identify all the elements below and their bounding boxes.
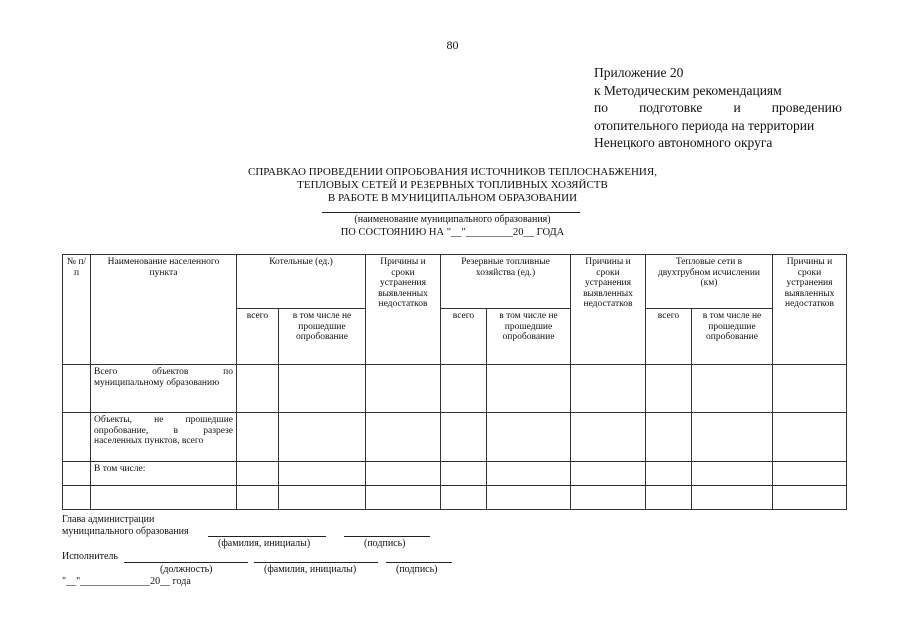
- header-networks: Тепловые сети в двухтрубном исчислении (км): [646, 255, 773, 309]
- cell: [487, 462, 571, 486]
- row-label-empty: [91, 486, 237, 510]
- row-label-not-tested: Объекты, не прошедшие опробование, в разрезе населенных пунктов, всего: [91, 413, 237, 462]
- header-networks-total: всего: [646, 309, 692, 365]
- header-reserve-reasons: Причины и сроки устранения выявленных недостатков: [571, 255, 646, 365]
- cell: [366, 413, 441, 462]
- signature-date-line: "__"______________20__ года: [62, 576, 191, 587]
- cell: [571, 365, 646, 413]
- cell: [646, 365, 692, 413]
- cell: [487, 413, 571, 462]
- appendix-line-3: по подготовке и проведению: [594, 100, 842, 116]
- cell: [237, 413, 279, 462]
- cell: [773, 413, 847, 462]
- header-network-reasons: Причины и сроки устранения выявленных недостатков: [773, 255, 847, 365]
- cell: [692, 462, 773, 486]
- title-line-1: СПРАВКАО ПРОВЕДЕНИИ ОПРОБОВАНИЯ ИСТОЧНИКОВ ТЕПЛОСНАБЖЕНИЯ,: [248, 166, 657, 178]
- cell: [366, 486, 441, 510]
- cell: [773, 486, 847, 510]
- cell: [773, 462, 847, 486]
- cell: [646, 413, 692, 462]
- head-signature-caption: (подпись): [364, 538, 406, 549]
- row-label-including: В том числе:: [91, 462, 237, 486]
- head-name-underline: [208, 536, 326, 537]
- appendix-block: [594, 64, 842, 152]
- as-of-date-line: ПО СОСТОЯНИЮ НА "__"_________20__ ГОДА: [340, 227, 565, 238]
- cell: [692, 413, 773, 462]
- executor-label: Исполнитель: [62, 551, 118, 562]
- page-number: 80: [446, 38, 459, 52]
- cell: [279, 462, 366, 486]
- org-name-underline: [322, 212, 580, 213]
- cell: [441, 486, 487, 510]
- cell: [441, 413, 487, 462]
- cell: [487, 486, 571, 510]
- executor-position-underline: [124, 562, 248, 563]
- head-label-1: Глава администрации: [62, 514, 155, 525]
- table-row: [63, 486, 847, 510]
- appendix-line-2: к Методическим рекомендациям: [594, 82, 782, 98]
- cell: [237, 462, 279, 486]
- header-boilers-not-tested: в том числе не прошедшие опробование: [279, 309, 366, 365]
- cell: [487, 365, 571, 413]
- cell: [237, 486, 279, 510]
- cell: [692, 365, 773, 413]
- cell: [646, 486, 692, 510]
- cell: [571, 486, 646, 510]
- appendix-line-5: Ненецкого автономного округа: [594, 135, 773, 151]
- header-boiler-reasons: Причины и сроки устранения выявленных недостатков: [366, 255, 441, 365]
- head-label-2: муниципального образования: [62, 526, 189, 537]
- cell: [571, 462, 646, 486]
- executor-position-caption: (должность): [160, 564, 213, 575]
- cell: [279, 413, 366, 462]
- cell: [571, 413, 646, 462]
- cell: [366, 462, 441, 486]
- header-reserve-not-tested: в том числе не прошедшие опробование: [487, 309, 571, 365]
- cell: [279, 365, 366, 413]
- header-settlement: Наименование населенного пункта: [91, 255, 237, 365]
- table-row: [63, 413, 847, 462]
- header-boilers-total: всего: [237, 309, 279, 365]
- title-line-2: ТЕПЛОВЫХ СЕТЕЙ И РЕЗЕРВНЫХ ТОПЛИВНЫХ ХОЗЯЙСТВ: [297, 179, 608, 191]
- table-row: [63, 365, 847, 413]
- header-reserve: Резервные топливные хозяйства (ед.): [441, 255, 571, 309]
- executor-name-underline: [254, 562, 378, 563]
- header-boilers: Котельные (ед.): [237, 255, 366, 309]
- appendix-line-4: отопительного периода на территории: [594, 117, 815, 133]
- cell: [646, 462, 692, 486]
- header-num: № п/п: [63, 255, 91, 365]
- cell-num: [63, 486, 91, 510]
- cell: [441, 365, 487, 413]
- cell: [441, 462, 487, 486]
- table-row: [63, 462, 847, 486]
- executor-name-caption: (фамилия, инициалы): [264, 564, 357, 575]
- executor-signature-underline: [386, 562, 452, 563]
- report-table: [62, 254, 847, 510]
- appendix-line-1: Приложение 20: [594, 65, 684, 80]
- row-label-total: Всего объектов по муниципальному образованию: [91, 365, 237, 413]
- cell-num: [63, 462, 91, 486]
- head-name-caption: (фамилия, инициалы): [218, 538, 311, 549]
- header-reserve-total: всего: [441, 309, 487, 365]
- title-line-3: В РАБОТЕ В МУНИЦИПАЛЬНОМ ОБРАЗОВАНИИ: [327, 192, 578, 204]
- org-name-caption: (наименование муниципального образования): [354, 214, 551, 225]
- document-title: [0, 166, 905, 205]
- cell: [692, 486, 773, 510]
- head-signature-underline: [344, 536, 430, 537]
- cell-num: [63, 365, 91, 413]
- executor-signature-caption: (подпись): [396, 564, 438, 575]
- header-networks-not-tested: в том числе не прошедшие опробование: [692, 309, 773, 365]
- cell: [773, 365, 847, 413]
- cell-num: [63, 413, 91, 462]
- cell: [366, 365, 441, 413]
- cell: [237, 365, 279, 413]
- cell: [279, 486, 366, 510]
